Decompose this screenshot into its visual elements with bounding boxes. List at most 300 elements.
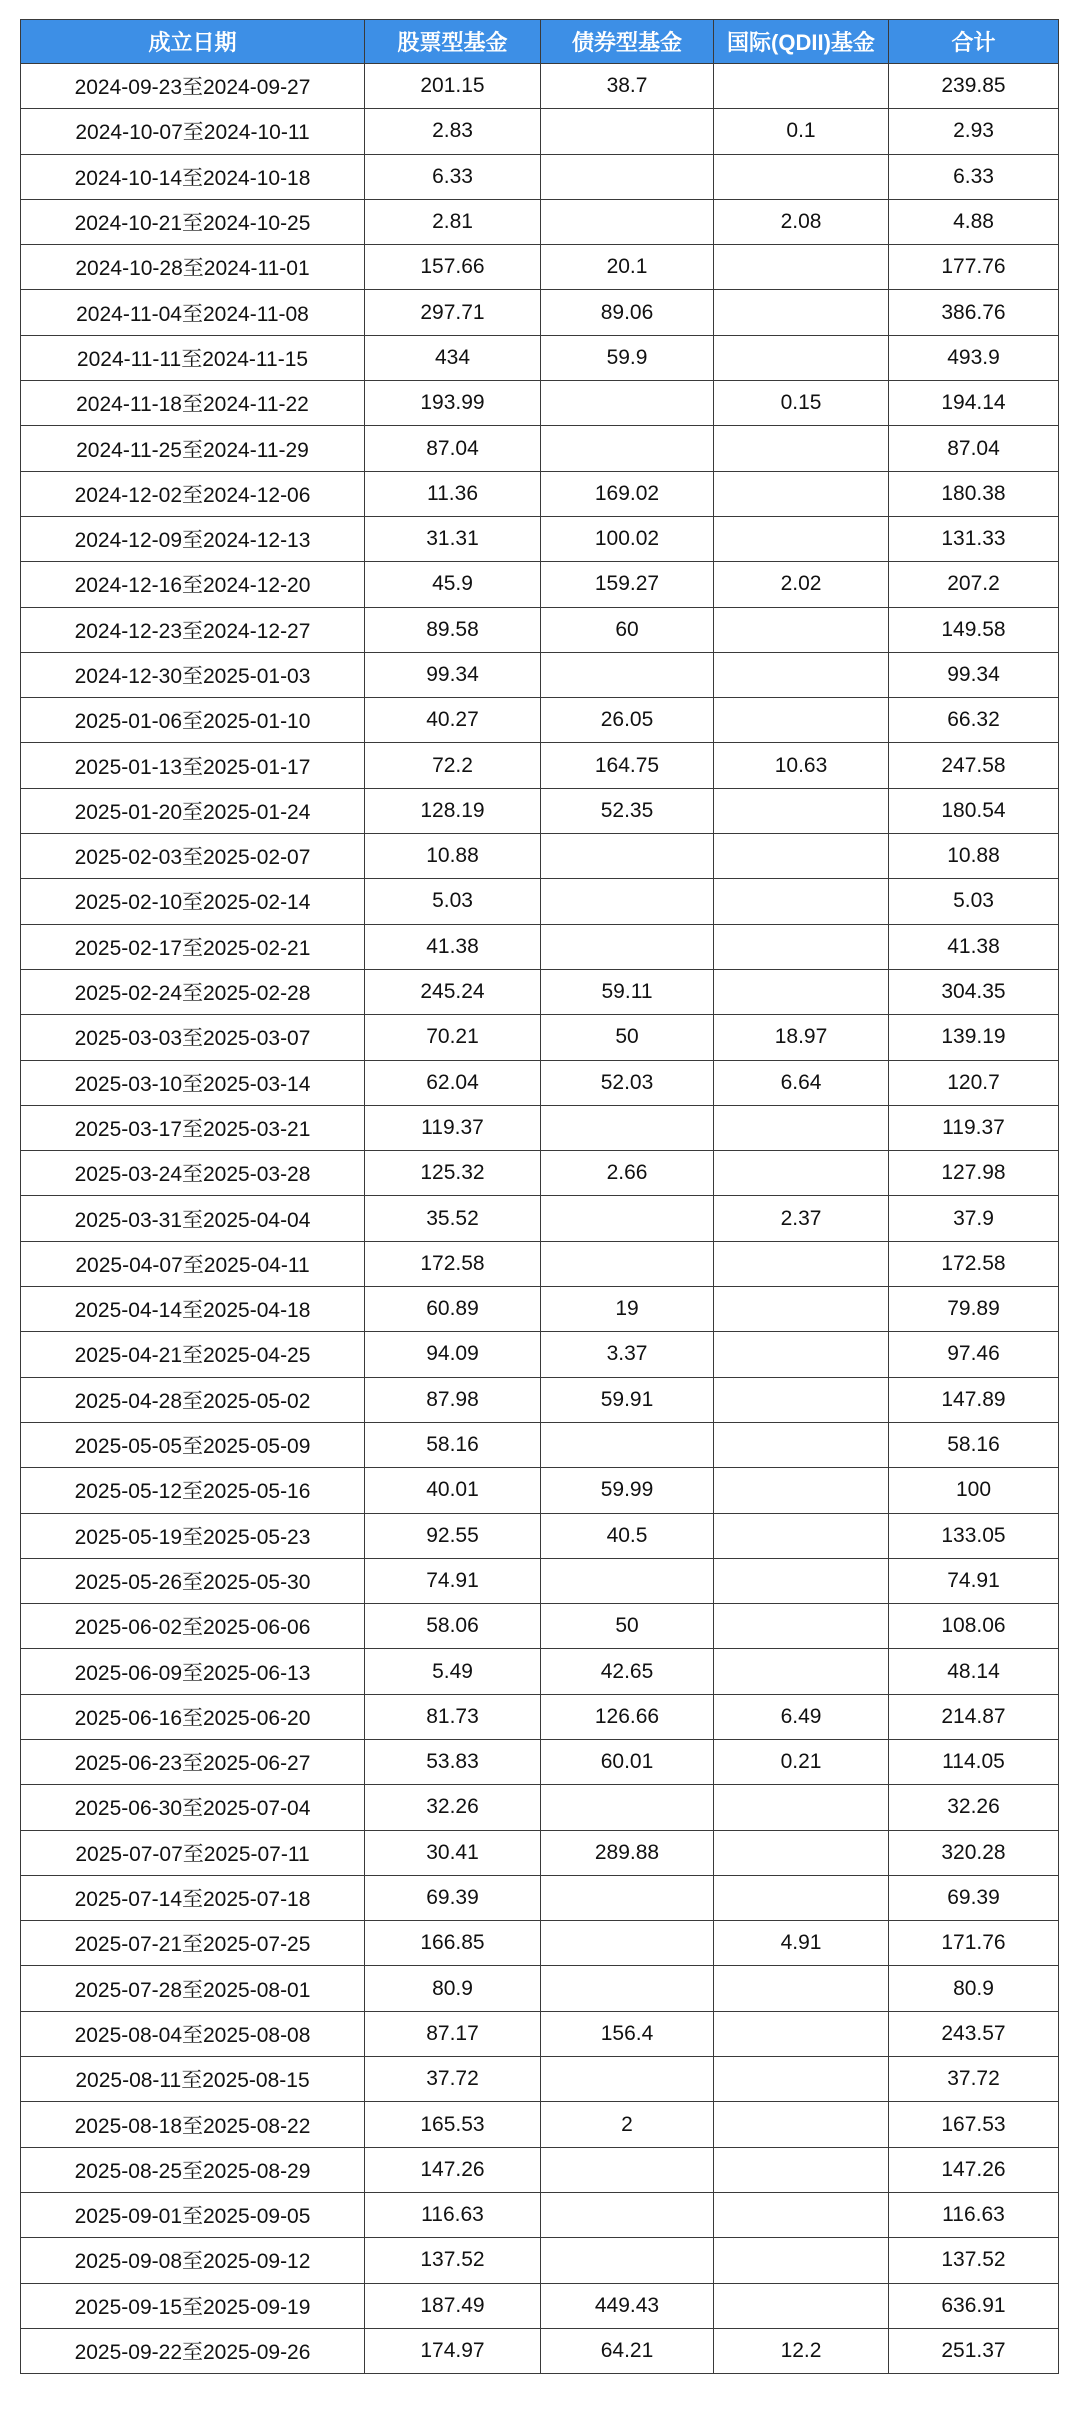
cell-qdii-fund <box>714 426 889 471</box>
cell-total: 320.28 <box>889 1830 1059 1875</box>
cell-bond-fund <box>541 1785 714 1830</box>
cell-bond-fund <box>541 2147 714 2192</box>
table-row <box>21 788 1059 833</box>
cell-bond-fund: 40.5 <box>541 1513 714 1558</box>
cell-date-range: 2025-08-18至2025-08-22 <box>21 2102 365 2147</box>
cell-date-range: 2024-12-23至2024-12-27 <box>21 607 365 652</box>
table-row <box>21 1513 1059 1558</box>
cell-total: 116.63 <box>889 2192 1059 2237</box>
cell-total: 41.38 <box>889 924 1059 969</box>
cell-date-range: 2025-01-06至2025-01-10 <box>21 698 365 743</box>
cell-stock-fund: 40.01 <box>365 1468 541 1513</box>
cell-bond-fund: 3.37 <box>541 1332 714 1377</box>
cell-qdii-fund <box>714 1649 889 1694</box>
cell-date-range: 2025-02-24至2025-02-28 <box>21 969 365 1014</box>
table-header <box>21 20 1059 64</box>
cell-stock-fund: 87.04 <box>365 426 541 471</box>
cell-date-range: 2025-09-08至2025-09-12 <box>21 2238 365 2283</box>
cell-stock-fund: 69.39 <box>365 1875 541 1920</box>
cell-qdii-fund <box>714 834 889 879</box>
cell-date-range: 2025-09-15至2025-09-19 <box>21 2283 365 2328</box>
cell-bond-fund <box>541 834 714 879</box>
cell-date-range: 2025-06-23至2025-06-27 <box>21 1739 365 1784</box>
cell-stock-fund: 94.09 <box>365 1332 541 1377</box>
cell-total: 180.38 <box>889 471 1059 516</box>
cell-date-range: 2025-06-09至2025-06-13 <box>21 1649 365 1694</box>
cell-stock-fund: 92.55 <box>365 1513 541 1558</box>
cell-stock-fund: 70.21 <box>365 1015 541 1060</box>
cell-stock-fund: 30.41 <box>365 1830 541 1875</box>
cell-bond-fund <box>541 2057 714 2102</box>
table-row <box>21 2192 1059 2237</box>
cell-qdii-fund <box>714 879 889 924</box>
cell-total: 304.35 <box>889 969 1059 1014</box>
cell-date-range: 2024-12-16至2024-12-20 <box>21 562 365 607</box>
cell-stock-fund: 58.06 <box>365 1604 541 1649</box>
cell-date-range: 2024-10-14至2024-10-18 <box>21 154 365 199</box>
table-row <box>21 743 1059 788</box>
cell-total: 167.53 <box>889 2102 1059 2147</box>
cell-date-range: 2024-10-28至2024-11-01 <box>21 245 365 290</box>
table-row <box>21 1785 1059 1830</box>
cell-date-range: 2025-07-14至2025-07-18 <box>21 1875 365 1920</box>
cell-total: 100 <box>889 1468 1059 1513</box>
cell-date-range: 2025-09-22至2025-09-26 <box>21 2328 365 2373</box>
cell-stock-fund: 125.32 <box>365 1151 541 1196</box>
cell-stock-fund: 434 <box>365 335 541 380</box>
table-row <box>21 2328 1059 2373</box>
cell-stock-fund: 89.58 <box>365 607 541 652</box>
cell-bond-fund: 50 <box>541 1015 714 1060</box>
cell-stock-fund: 137.52 <box>365 2238 541 2283</box>
table-row <box>21 1377 1059 1422</box>
cell-qdii-fund <box>714 154 889 199</box>
cell-qdii-fund <box>714 1785 889 1830</box>
cell-qdii-fund: 12.2 <box>714 2328 889 2373</box>
cell-bond-fund <box>541 199 714 244</box>
cell-total: 207.2 <box>889 562 1059 607</box>
cell-total: 48.14 <box>889 1649 1059 1694</box>
cell-total: 172.58 <box>889 1241 1059 1286</box>
cell-qdii-fund <box>714 1422 889 1467</box>
table-row <box>21 1966 1059 2011</box>
cell-date-range: 2024-11-25至2024-11-29 <box>21 426 365 471</box>
cell-bond-fund: 52.03 <box>541 1060 714 1105</box>
cell-bond-fund: 2.66 <box>541 1151 714 1196</box>
cell-bond-fund <box>541 1875 714 1920</box>
table-row <box>21 1196 1059 1241</box>
cell-date-range: 2025-03-03至2025-03-07 <box>21 1015 365 1060</box>
cell-stock-fund: 99.34 <box>365 652 541 697</box>
cell-date-range: 2025-02-10至2025-02-14 <box>21 879 365 924</box>
cell-total: 133.05 <box>889 1513 1059 1558</box>
cell-total: 386.76 <box>889 290 1059 335</box>
cell-total: 171.76 <box>889 1921 1059 1966</box>
table-row <box>21 924 1059 969</box>
cell-bond-fund: 59.11 <box>541 969 714 1014</box>
cell-stock-fund: 72.2 <box>365 743 541 788</box>
cell-bond-fund <box>541 1196 714 1241</box>
cell-bond-fund: 449.43 <box>541 2283 714 2328</box>
cell-bond-fund: 159.27 <box>541 562 714 607</box>
cell-total: 4.88 <box>889 199 1059 244</box>
cell-date-range: 2025-03-10至2025-03-14 <box>21 1060 365 1105</box>
cell-qdii-fund <box>714 1966 889 2011</box>
cell-stock-fund: 40.27 <box>365 698 541 743</box>
table-row <box>21 290 1059 335</box>
header-total: 合计 <box>889 20 1059 64</box>
cell-stock-fund: 58.16 <box>365 1422 541 1467</box>
cell-bond-fund: 164.75 <box>541 743 714 788</box>
table-row <box>21 2238 1059 2283</box>
table-row <box>21 1649 1059 1694</box>
cell-stock-fund: 147.26 <box>365 2147 541 2192</box>
cell-qdii-fund <box>714 1332 889 1377</box>
table-row <box>21 1105 1059 1150</box>
header-qdii-fund: 国际(QDII)基金 <box>714 20 889 64</box>
cell-stock-fund: 11.36 <box>365 471 541 516</box>
cell-qdii-fund <box>714 1875 889 1920</box>
cell-bond-fund: 26.05 <box>541 698 714 743</box>
cell-bond-fund: 126.66 <box>541 1694 714 1739</box>
cell-bond-fund: 52.35 <box>541 788 714 833</box>
table-row <box>21 245 1059 290</box>
cell-date-range: 2025-02-03至2025-02-07 <box>21 834 365 879</box>
cell-total: 127.98 <box>889 1151 1059 1196</box>
cell-date-range: 2025-04-21至2025-04-25 <box>21 1332 365 1377</box>
cell-bond-fund <box>541 924 714 969</box>
cell-qdii-fund <box>714 2238 889 2283</box>
cell-bond-fund: 100.02 <box>541 516 714 561</box>
cell-stock-fund: 165.53 <box>365 2102 541 2147</box>
cell-date-range: 2025-04-28至2025-05-02 <box>21 1377 365 1422</box>
cell-stock-fund: 116.63 <box>365 2192 541 2237</box>
table-row <box>21 1604 1059 1649</box>
table-row <box>21 1694 1059 1739</box>
cell-total: 97.46 <box>889 1332 1059 1377</box>
cell-total: 131.33 <box>889 516 1059 561</box>
cell-bond-fund: 19 <box>541 1287 714 1332</box>
cell-qdii-fund <box>714 607 889 652</box>
cell-bond-fund: 64.21 <box>541 2328 714 2373</box>
cell-stock-fund: 201.15 <box>365 64 541 109</box>
cell-total: 80.9 <box>889 1966 1059 2011</box>
table-row <box>21 381 1059 426</box>
cell-bond-fund: 169.02 <box>541 471 714 516</box>
cell-qdii-fund <box>714 2147 889 2192</box>
cell-stock-fund: 166.85 <box>365 1921 541 1966</box>
table-row <box>21 471 1059 516</box>
cell-date-range: 2024-12-30至2025-01-03 <box>21 652 365 697</box>
cell-bond-fund: 60 <box>541 607 714 652</box>
cell-bond-fund: 60.01 <box>541 1739 714 1784</box>
cell-total: 10.88 <box>889 834 1059 879</box>
table-row <box>21 1287 1059 1332</box>
cell-qdii-fund: 0.15 <box>714 381 889 426</box>
cell-total: 87.04 <box>889 426 1059 471</box>
cell-bond-fund <box>541 426 714 471</box>
cell-total: 5.03 <box>889 879 1059 924</box>
cell-stock-fund: 41.38 <box>365 924 541 969</box>
header-row <box>21 20 1059 64</box>
table-row <box>21 335 1059 380</box>
cell-qdii-fund <box>714 245 889 290</box>
cell-qdii-fund <box>714 2011 889 2056</box>
cell-qdii-fund <box>714 1604 889 1649</box>
cell-date-range: 2024-11-11至2024-11-15 <box>21 335 365 380</box>
cell-qdii-fund <box>714 1513 889 1558</box>
cell-bond-fund <box>541 1921 714 1966</box>
cell-stock-fund: 245.24 <box>365 969 541 1014</box>
table-row <box>21 154 1059 199</box>
cell-qdii-fund <box>714 2102 889 2147</box>
cell-total: 120.7 <box>889 1060 1059 1105</box>
cell-stock-fund: 31.31 <box>365 516 541 561</box>
header-establish-date: 成立日期 <box>21 20 365 64</box>
cell-date-range: 2025-05-26至2025-05-30 <box>21 1558 365 1603</box>
cell-stock-fund: 32.26 <box>365 1785 541 1830</box>
cell-date-range: 2025-07-21至2025-07-25 <box>21 1921 365 1966</box>
cell-qdii-fund <box>714 652 889 697</box>
cell-qdii-fund <box>714 1468 889 1513</box>
table-row <box>21 1875 1059 1920</box>
cell-qdii-fund: 4.91 <box>714 1921 889 1966</box>
cell-qdii-fund: 2.02 <box>714 562 889 607</box>
cell-total: 6.33 <box>889 154 1059 199</box>
cell-total: 149.58 <box>889 607 1059 652</box>
table-row <box>21 2283 1059 2328</box>
cell-qdii-fund <box>714 1558 889 1603</box>
cell-bond-fund: 38.7 <box>541 64 714 109</box>
cell-total: 37.9 <box>889 1196 1059 1241</box>
cell-bond-fund <box>541 1558 714 1603</box>
cell-date-range: 2024-09-23至2024-09-27 <box>21 64 365 109</box>
table-row <box>21 1921 1059 1966</box>
cell-qdii-fund <box>714 64 889 109</box>
cell-bond-fund <box>541 1422 714 1467</box>
cell-total: 139.19 <box>889 1015 1059 1060</box>
cell-bond-fund: 156.4 <box>541 2011 714 2056</box>
table-row <box>21 2102 1059 2147</box>
cell-stock-fund: 119.37 <box>365 1105 541 1150</box>
cell-qdii-fund <box>714 1377 889 1422</box>
table-row <box>21 1060 1059 1105</box>
table-row <box>21 879 1059 924</box>
table-body <box>21 64 1059 2374</box>
cell-qdii-fund <box>714 2283 889 2328</box>
cell-total: 147.26 <box>889 2147 1059 2192</box>
cell-total: 2.93 <box>889 109 1059 154</box>
table-row <box>21 607 1059 652</box>
cell-total: 180.54 <box>889 788 1059 833</box>
table-row <box>21 969 1059 1014</box>
cell-date-range: 2025-02-17至2025-02-21 <box>21 924 365 969</box>
cell-bond-fund: 2 <box>541 2102 714 2147</box>
table-row <box>21 64 1059 109</box>
cell-bond-fund <box>541 1105 714 1150</box>
cell-qdii-fund <box>714 969 889 1014</box>
cell-stock-fund: 62.04 <box>365 1060 541 1105</box>
cell-qdii-fund <box>714 698 889 743</box>
cell-bond-fund: 50 <box>541 1604 714 1649</box>
cell-qdii-fund: 10.63 <box>714 743 889 788</box>
cell-date-range: 2024-10-21至2024-10-25 <box>21 199 365 244</box>
cell-bond-fund: 289.88 <box>541 1830 714 1875</box>
cell-stock-fund: 187.49 <box>365 2283 541 2328</box>
table-row <box>21 1468 1059 1513</box>
cell-qdii-fund <box>714 1105 889 1150</box>
cell-date-range: 2025-06-16至2025-06-20 <box>21 1694 365 1739</box>
cell-date-range: 2024-12-09至2024-12-13 <box>21 516 365 561</box>
cell-qdii-fund: 2.08 <box>714 199 889 244</box>
cell-bond-fund <box>541 2192 714 2237</box>
cell-qdii-fund <box>714 1830 889 1875</box>
cell-date-range: 2025-09-01至2025-09-05 <box>21 2192 365 2237</box>
cell-qdii-fund: 0.1 <box>714 109 889 154</box>
cell-stock-fund: 53.83 <box>365 1739 541 1784</box>
fund-issuance-table-container <box>20 19 1058 2374</box>
cell-qdii-fund: 0.21 <box>714 1739 889 1784</box>
table-row <box>21 2057 1059 2102</box>
cell-total: 108.06 <box>889 1604 1059 1649</box>
cell-stock-fund: 193.99 <box>365 381 541 426</box>
cell-total: 66.32 <box>889 698 1059 743</box>
cell-date-range: 2025-08-04至2025-08-08 <box>21 2011 365 2056</box>
cell-date-range: 2025-01-13至2025-01-17 <box>21 743 365 788</box>
cell-bond-fund <box>541 652 714 697</box>
cell-qdii-fund <box>714 2192 889 2237</box>
cell-qdii-fund <box>714 2057 889 2102</box>
cell-total: 636.91 <box>889 2283 1059 2328</box>
cell-total: 147.89 <box>889 1377 1059 1422</box>
cell-date-range: 2025-07-28至2025-08-01 <box>21 1966 365 2011</box>
table-row <box>21 2011 1059 2056</box>
cell-bond-fund <box>541 381 714 426</box>
cell-date-range: 2025-08-11至2025-08-15 <box>21 2057 365 2102</box>
cell-total: 137.52 <box>889 2238 1059 2283</box>
cell-date-range: 2025-01-20至2025-01-24 <box>21 788 365 833</box>
table-row <box>21 1151 1059 1196</box>
cell-total: 251.37 <box>889 2328 1059 2373</box>
table-row <box>21 1332 1059 1377</box>
cell-stock-fund: 2.83 <box>365 109 541 154</box>
table-row <box>21 652 1059 697</box>
cell-stock-fund: 87.17 <box>365 2011 541 2056</box>
cell-date-range: 2025-05-12至2025-05-16 <box>21 1468 365 1513</box>
cell-total: 69.39 <box>889 1875 1059 1920</box>
cell-date-range: 2025-07-07至2025-07-11 <box>21 1830 365 1875</box>
cell-date-range: 2025-03-17至2025-03-21 <box>21 1105 365 1150</box>
cell-total: 194.14 <box>889 381 1059 426</box>
cell-total: 37.72 <box>889 2057 1059 2102</box>
cell-qdii-fund <box>714 516 889 561</box>
cell-qdii-fund <box>714 1241 889 1286</box>
cell-qdii-fund <box>714 924 889 969</box>
table-row <box>21 698 1059 743</box>
cell-stock-fund: 81.73 <box>365 1694 541 1739</box>
cell-total: 239.85 <box>889 64 1059 109</box>
table-row <box>21 834 1059 879</box>
cell-bond-fund: 20.1 <box>541 245 714 290</box>
cell-qdii-fund: 6.49 <box>714 1694 889 1739</box>
cell-qdii-fund: 6.64 <box>714 1060 889 1105</box>
table-row <box>21 426 1059 471</box>
table-row <box>21 2147 1059 2192</box>
cell-total: 177.76 <box>889 245 1059 290</box>
cell-stock-fund: 10.88 <box>365 834 541 879</box>
cell-qdii-fund <box>714 335 889 380</box>
cell-total: 58.16 <box>889 1422 1059 1467</box>
table-row <box>21 109 1059 154</box>
cell-total: 114.05 <box>889 1739 1059 1784</box>
cell-total: 247.58 <box>889 743 1059 788</box>
cell-total: 243.57 <box>889 2011 1059 2056</box>
cell-date-range: 2025-04-07至2025-04-11 <box>21 1241 365 1286</box>
cell-date-range: 2025-05-05至2025-05-09 <box>21 1422 365 1467</box>
cell-stock-fund: 174.97 <box>365 2328 541 2373</box>
cell-qdii-fund <box>714 290 889 335</box>
table-row <box>21 562 1059 607</box>
cell-qdii-fund: 18.97 <box>714 1015 889 1060</box>
cell-qdii-fund <box>714 1287 889 1332</box>
cell-stock-fund: 172.58 <box>365 1241 541 1286</box>
cell-stock-fund: 297.71 <box>365 290 541 335</box>
cell-bond-fund <box>541 1241 714 1286</box>
cell-date-range: 2025-06-02至2025-06-06 <box>21 1604 365 1649</box>
table-row <box>21 1830 1059 1875</box>
table-row <box>21 516 1059 561</box>
cell-stock-fund: 45.9 <box>365 562 541 607</box>
cell-total: 32.26 <box>889 1785 1059 1830</box>
cell-date-range: 2025-03-24至2025-03-28 <box>21 1151 365 1196</box>
cell-bond-fund: 59.9 <box>541 335 714 380</box>
cell-date-range: 2024-11-04至2024-11-08 <box>21 290 365 335</box>
cell-total: 74.91 <box>889 1558 1059 1603</box>
cell-stock-fund: 87.98 <box>365 1377 541 1422</box>
cell-qdii-fund: 2.37 <box>714 1196 889 1241</box>
cell-stock-fund: 80.9 <box>365 1966 541 2011</box>
cell-date-range: 2024-10-07至2024-10-11 <box>21 109 365 154</box>
cell-stock-fund: 74.91 <box>365 1558 541 1603</box>
cell-stock-fund: 5.49 <box>365 1649 541 1694</box>
cell-bond-fund <box>541 2238 714 2283</box>
cell-total: 79.89 <box>889 1287 1059 1332</box>
table-row <box>21 1558 1059 1603</box>
cell-total: 493.9 <box>889 335 1059 380</box>
cell-stock-fund: 6.33 <box>365 154 541 199</box>
cell-stock-fund: 37.72 <box>365 2057 541 2102</box>
cell-qdii-fund <box>714 788 889 833</box>
cell-stock-fund: 128.19 <box>365 788 541 833</box>
cell-date-range: 2025-05-19至2025-05-23 <box>21 1513 365 1558</box>
cell-total: 119.37 <box>889 1105 1059 1150</box>
cell-bond-fund: 89.06 <box>541 290 714 335</box>
cell-total: 99.34 <box>889 652 1059 697</box>
cell-bond-fund: 42.65 <box>541 1649 714 1694</box>
cell-stock-fund: 2.81 <box>365 199 541 244</box>
cell-date-range: 2024-11-18至2024-11-22 <box>21 381 365 426</box>
table-row <box>21 199 1059 244</box>
cell-bond-fund: 59.91 <box>541 1377 714 1422</box>
cell-qdii-fund <box>714 1151 889 1196</box>
cell-bond-fund <box>541 1966 714 2011</box>
table-row <box>21 1739 1059 1784</box>
cell-date-range: 2025-08-25至2025-08-29 <box>21 2147 365 2192</box>
cell-total: 214.87 <box>889 1694 1059 1739</box>
cell-stock-fund: 5.03 <box>365 879 541 924</box>
cell-qdii-fund <box>714 471 889 516</box>
cell-stock-fund: 60.89 <box>365 1287 541 1332</box>
